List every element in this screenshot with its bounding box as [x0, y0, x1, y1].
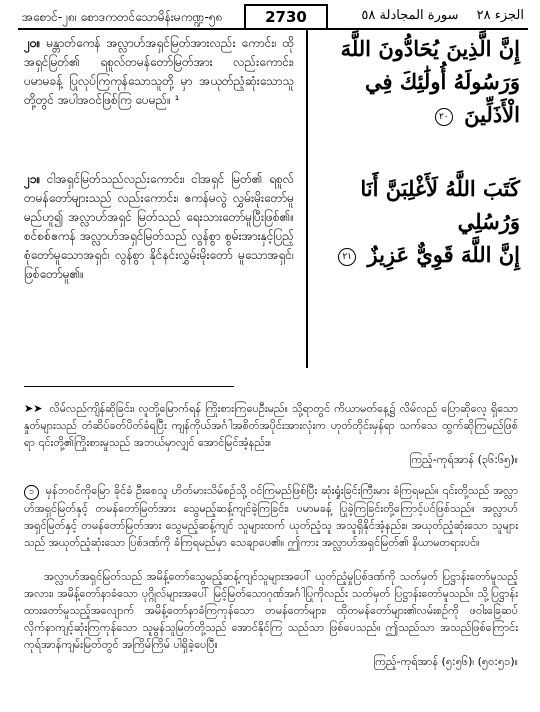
arabic-text: الْأَذَلِّينَ [464, 102, 520, 127]
verse-20-arabic [318, 32, 520, 131]
verse-20-translation [24, 34, 294, 110]
footnote-text: လိမ်လည်ကျိန်ဆိုခြင်း၊ လူတို့မြောက်ရန် ကြိုးစားကြပေဦးမည်။ သို့ရာတွင် ကိယာမတ်နေ့၌ လိမ်လည် ပြောဆိုလေ့ ရှိသောနှုတ်များသည် တံဆိပ်ခတ်ပိတ်ခံရပြီး ကျန်ကိုယ်အင်္ဂါအစိတ်အပိုင်းအားလုံးက ဟုတ်တိုင်းမှန်ရာ သက်သေ ထွက်ဆိုကြမည်ဖြစ်ရာ ၎င်းတို့၏ကြိုးစားမှုသည် အဘယ်မှာလျှင် အောင်မြင်အံ့နည်း။ [24, 402, 518, 449]
footnote-text: မှန်ဘဝင်ကိုမြော ခိုင်ခံ ဦးစေသူ ဟိတ်မားသိမ်စဉ်သို့ ဝင်ကြမည်ဖြစ်ပြီး ဆုံးရှုံးခြင်းကြီးမား ခံကြရမည်။ ၎င်းတို့သည် အလ္လာဟ်အရှင်မြတ်နှင့် တမန်တော်မြတ်အား သွေမည့်ဆန့်ကျင်ခဲ့ကြခြင်း၊ ပမာမခန့် ပြုခဲ့ကြခြင်းတို့ကြောင့်ပင်ဖြစ်သည်။ အလ္လာဟ်အရှင်မြတ်နှင့် တမန်တော်မြတ်အား သွေမည့်ဆန့်ကျင် သူများထက် ယုတ်ညံ့သူ အသူရှိနိုင်အံ့နည်း။ အယုတ်ညံ့ဆုံးသော သူများသည် အယုတ်ညံ့ဆုံးသော ပြစ်ဒဏ်ကို ခံကြရမည်မှာ သေချာပေ၏။ ဤကား အလ္လာဟ်အရှင်မြတ်၏ နိယာမတရားပင်။ [24, 484, 519, 549]
juz-label: الجزء ٢٨ [476, 8, 524, 23]
footnote-text: အလ္လာဟ်အရှင်မြတ်သည် အမိန့်တော်သွေမည့်ဆန့်ကျင်သူများအပေါ် ယုတ်ညံ့မှုပြစ်ဒဏ်ကို သတ်မှတ် ပြဋ္ဌာန်းတော်မူသည့်အလား၊ အမိန့်တော်နာခံသော ပုဂ္ဂိုလ်များအပေါ် မြင့်မြတ်သောဂုဏ်အင်္ဂါပြုကိုလည်း သတ်မှတ် ပြဋ္ဌာန်းတော်မူသည်။ သို့ပြဋ္ဌာန်းထားတော်မူသည့်အလျောက် အမိန့်တော်နာခံကြကုန်သော တမန်တော်များ၊ ထိုတမန်တော်များ၏လမ်းစဉ်ကို ဖဝါးခြေဆပ် လိုက်နာကျင့်ဆုံးကြကုန်သော သူမွန်သူမြတ်တို့သည် အောင်နိုင်ကြ သည်သာ ဖြစ်ပေသည်။ ဤသည်သာ အသည်ဖြစ်ကြောင်း ကုရ်အာန်ကျမ်းမြတ်တွင် အကြိမ်ကြိမ် ပါရှိခဲ့ပေပြီ။ [24, 570, 518, 651]
footnote-1 [24, 400, 518, 468]
arabic-line: إِنَّ الَّذِينَ يُحَادُّونَ اللَّهَ [340, 36, 520, 61]
verse-number: ၂၁။ [24, 172, 41, 186]
header-arabic-info [347, 8, 524, 23]
footnote-source: ကြည့်-ကုရ်အာန် (၃၆:၆၅)။ [409, 453, 518, 466]
footnote-2 [24, 482, 518, 551]
arabic-line [318, 98, 520, 131]
verse-text: ငါအရှင်မြတ်သည်လည်းကောင်း၊ ငါအရှင် မြတ်၏ ရစူလ်တမန်တော်များသည် လည်းကောင်း၊ ဧကန်မလွဲ လွှမ်းမိုးတော်မူမည်ဟူ၍ အလ္လာဟ်အရှင် မြတ်သည် ရေးသားတော်မူပြီးဖြစ်၏။ စင်စစ်ဧကန် အလ္လာဟ်အရှင်မြတ်သည် လွန်စွာ စွမ်းအားနှင့်ပြည့် စုံတော်မူသောအရှင်၊ လွန်စွာ နိုင်နင်းလွှမ်းမိုးတော် မူသောအရှင်၊ ဖြစ်တော်မူ၏။ [24, 172, 294, 281]
ayah-number-marker: ٢١ [338, 248, 356, 266]
arabic-line: كَتَبَ اللَّهُ لَأَغْلِبَنَّ أَنَا وَرُسُلِي [360, 176, 520, 234]
header-chapter-info: အစောင်-၂၈၊ စောဒကတင်သောမိန်းမကဏ္ဍ-၅၈ [22, 10, 223, 24]
footnote-marker: ၁ [24, 485, 39, 500]
ayah-number-marker: ٢٠ [435, 108, 453, 126]
page-number: 2730 [244, 4, 328, 28]
footnote-3 [24, 568, 518, 670]
footnote-separator [24, 386, 234, 387]
column-divider [306, 30, 308, 368]
verse-text: မန္တာတ်ကေန် အလ္လာဟ်အရှင်မြတ်အားလည်း ကောင်း၊ ထိုအရှင်မြတ်၏ ရစူလ်တမန်တော်မြတ်အား လည်းကောင်း၊ ပမာမခန့် ပြုလုပ်ကြကုန်သောသူတို့ မှာ အယုတ်ညံ့ဆုံးသောသူတို့တွင် အပါအဝင်ဖြစ်ကြ ပေမည်။ ¹ [24, 36, 294, 107]
arabic-line: وَرَسُولَهُ أُولَٰئِكَ فِي [365, 69, 520, 94]
arabic-line [318, 238, 520, 271]
footnote-source: ကြည့်-ကုရ်အာန် (၅:၅၆)၊ (၅၀:၅၁)။ [373, 655, 518, 668]
arrow-icon: ➤➤ [24, 402, 43, 415]
verse-21-arabic [318, 172, 520, 271]
surah-label: سورة المجادلة ٥٨ [361, 8, 459, 23]
page-header [18, 6, 528, 30]
arabic-text: إِنَّ اللَّهَ قَوِيٌّ عَزِيزٌ [367, 242, 520, 267]
verse-number: ၂၀။ [24, 36, 41, 50]
verse-21-translation [24, 170, 294, 284]
